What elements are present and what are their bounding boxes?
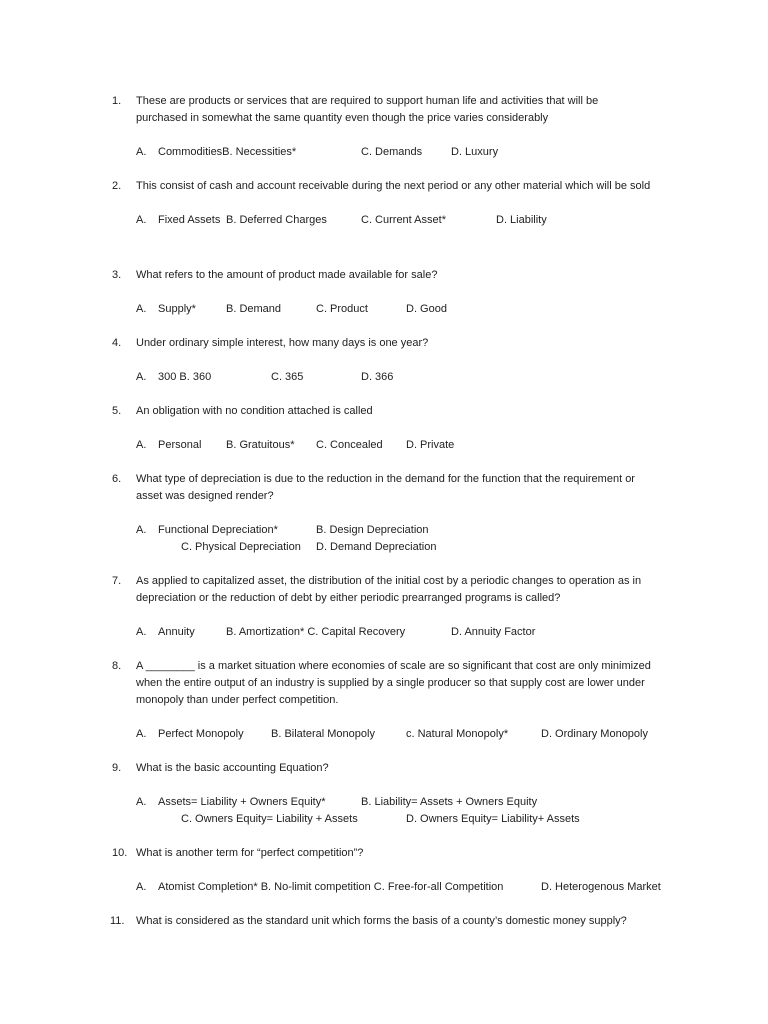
- question-number: 11.: [110, 915, 125, 927]
- question-stem: A ________ is a market situation where economies of scale are so significant that cost are only minimized when the entire output of an industry is supplied by a single producer so that supply cost are lower under monopoly than under perfect competition.: [136, 660, 651, 706]
- question-number: 1.: [112, 95, 122, 107]
- question-stem: What is another term for “perfect competition”?: [136, 847, 364, 859]
- option-a: 300 B. 360: [158, 371, 212, 383]
- question-number: 6.: [112, 473, 122, 485]
- option-label: A.: [136, 796, 147, 808]
- options-row: [0, 212, 768, 229]
- options-row: [0, 811, 768, 828]
- option-c: C. Current Asset*: [361, 214, 446, 226]
- question-stem: This consist of cash and account receivable during the next period or any other material which will be sold: [136, 180, 651, 192]
- option-c: C. 365: [271, 371, 304, 383]
- question-number: 2.: [112, 180, 122, 192]
- options-row: [0, 539, 768, 556]
- question-number: 10.: [112, 847, 128, 859]
- options-row: [0, 794, 768, 811]
- question-stem: What is considered as the standard unit which forms the basis of a county’s domestic money supply?: [136, 915, 627, 927]
- option-b: B. Liability= Assets + Owners Equity: [361, 796, 538, 808]
- option-label: A.: [136, 303, 147, 315]
- option-label: A.: [136, 146, 147, 158]
- option-d: D. Annuity Factor: [451, 626, 536, 638]
- option-a: Annuity: [158, 626, 195, 638]
- option-a: Functional Depreciation*: [158, 524, 278, 536]
- question-stem: These are products or services that are required to support human life and activities that will be purchased in somewhat the same quantity even though the price varies considerably: [136, 95, 599, 124]
- option-d: D. Ordinary Monopoly: [541, 728, 648, 740]
- option-a: Atomist Completion* B. No-limit competition C. Free-for-all Competition: [158, 881, 504, 893]
- option-a: Supply*: [158, 303, 196, 315]
- option-label: A.: [136, 881, 147, 893]
- question-stem: What type of depreciation is due to the reduction in the demand for the function that the requirement or asset was designed render?: [136, 473, 635, 502]
- question-number: 7.: [112, 575, 122, 587]
- question-stem: Under ordinary simple interest, how many days is one year?: [136, 337, 429, 349]
- option-a: Personal: [158, 439, 202, 451]
- option-c: C. Demands: [361, 146, 423, 158]
- option-c: C. Product: [316, 303, 368, 315]
- option-c: C. Physical Depreciation: [181, 541, 301, 553]
- option-b: B. Amortization* C. Capital Recovery: [226, 626, 406, 638]
- question-stem: An obligation with no condition attached is called: [136, 405, 373, 417]
- options-row: [0, 522, 768, 539]
- option-label: A.: [136, 214, 147, 226]
- option-c: C. Owners Equity= Liability + Assets: [181, 813, 358, 825]
- question-number: 5.: [112, 405, 122, 417]
- options-row: [0, 301, 768, 318]
- question-number: 4.: [112, 337, 122, 349]
- option-a: Assets= Liability + Owners Equity*: [158, 796, 326, 808]
- option-c: C. Concealed: [316, 439, 383, 451]
- option-label: A.: [136, 371, 147, 383]
- question-number: 9.: [112, 762, 122, 774]
- options-row: [0, 437, 768, 454]
- option-label: A.: [136, 626, 147, 638]
- options-row: [0, 726, 768, 743]
- option-b: B. Gratuitous*: [226, 439, 295, 451]
- option-b: B. Deferred Charges: [226, 214, 327, 226]
- option-c: c. Natural Monopoly*: [406, 728, 509, 740]
- option-b: B. Bilateral Monopoly: [271, 728, 375, 740]
- option-d: D. Heterogenous Market: [541, 881, 661, 893]
- option-d: D. Private: [406, 439, 455, 451]
- option-d: D. 366: [361, 371, 394, 383]
- option-label: A.: [136, 524, 147, 536]
- question-stem: What refers to the amount of product made available for sale?: [136, 269, 438, 281]
- option-d: D. Owners Equity= Liability+ Assets: [406, 813, 580, 825]
- option-label: A.: [136, 728, 147, 740]
- question-stem: What is the basic accounting Equation?: [136, 762, 329, 774]
- options-row: [0, 624, 768, 641]
- option-b: B. Demand: [226, 303, 282, 315]
- options-row: [0, 879, 768, 896]
- question-number: 3.: [112, 269, 122, 281]
- option-a: CommoditiesB. Necessities*: [158, 146, 297, 158]
- option-d: D. Liability: [496, 214, 547, 226]
- options-row: [0, 369, 768, 386]
- option-d: D. Demand Depreciation: [316, 541, 437, 553]
- option-d: D. Good: [406, 303, 447, 315]
- option-b: B. Design Depreciation: [316, 524, 429, 536]
- question-stem: As applied to capitalized asset, the distribution of the initial cost by a periodic changes to operation as in depreciation or the reduction of debt by either periodic prearranged programs is called?: [136, 575, 642, 604]
- option-label: A.: [136, 439, 147, 451]
- options-row: [0, 144, 768, 161]
- question-number: 8.: [112, 660, 122, 672]
- option-d: D. Luxury: [451, 146, 499, 158]
- option-a: Perfect Monopoly: [158, 728, 244, 740]
- option-a: Fixed Assets: [158, 214, 221, 226]
